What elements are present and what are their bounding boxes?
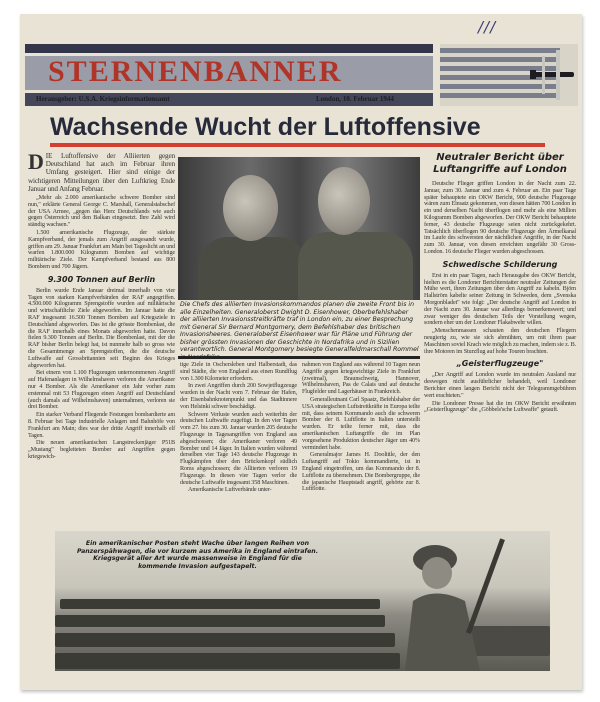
lead-text: IE Luftoffensive der Alliierten gegen Deutschland hat auch im Februar ihren Umfang gesteigert. Hier sind einige der wichtigeren Mitteilungen über den Luftkrieg Ende Januar und Anfang Februar. <box>28 152 175 193</box>
eisenhower-montgomery-photo <box>178 157 420 300</box>
paragraph: nahmen von England aus während 10 Tagen neun Angriffe gegen kriegswichtige Ziele in Frankfurt (zweimal), Braunschweig, Hannover, Wilhelmshaven, Pas de Calais und auf deutsche Flugfelder und Lagerhäuser in Frankreich. <box>302 361 420 396</box>
paragraph: Die neuen amerikanischen Langstreckenjäger P51B „Mustang" begleiteten Bomber auf Angriffen gegen kriegswich- <box>28 439 175 460</box>
masthead-band <box>25 44 433 53</box>
article-column-4 <box>424 152 576 415</box>
publisher: Herausgeber: U.S.A. Kriegsinformationsamt <box>36 95 170 103</box>
paragraph: Berlin wurde Ende Januar dreimal innerhalb von vier Tagen von starken Kampfverbänden der RAF angegriffen. 4.500.000 Kilogramm Sprengstoffe wurden auf militärische und wirtschaftliche Ziele abgeworfen. Im Januar hatte die RAF insgesamt 16.500 Tonnen Bomben auf Kriegsziele in Deutschland abgeworfen. Das ist die grösste Bombenlast, die die RAF innerhalb eines Monats abgeworfen hatte. Davon fielen 9.300 Tonnen auf Berlin. Die Bombenlast, mit der die RAF bisher Berlin belegt hat, ist nunmehr halb so gross wie die Gesamtmenge an Sprengstoffen, die die deutsche Luftwaffe auf Grossbritannien seit Beginn des Krieges abgeworfen hat. <box>28 286 175 369</box>
divider <box>178 356 420 359</box>
paragraph: „Menschenmassen schauten den deutschen Fliegern neugierig zu, wie sie sich abmühten, um mit ihren paar Maschinen soviel Krach wie möglich zu machen, indem sie z. B. ihre Motoren im Sturzflug auf hohe Touren brachten. <box>424 327 576 355</box>
article-column-2 <box>180 362 297 495</box>
paragraph: Schwere Verluste wurden auch weiterhin der deutschen Luftwaffe zugefügt. In den vier Tagen vom 27. bis zum 30. Januar wurden 205 deutsche Flugzeuge in Tagesangriffen von England aus abgeschossen; die Amerikaner verloren 49 Bomber und 14 Jäger. In Italien wurden während derselben vier Tage 143 deutsche Flugzeuge in Flugkämpfen über den Brückenkopf südlich Roms abgeschossen; die Alliierten verloren 19 Flugzeuge. In diesen vier Tagen verlor die deutsche Luftwaffe insgesamt 358 Maschinen. <box>180 410 297 486</box>
subheading: 9.300 Tonnen auf Berlin <box>47 274 156 284</box>
paragraph: „Mehr als 2.000 amerikanische schwere Bomber sind nun," erklärte General George C. Marshall, Generalstabschef der USA Armee, „gegen das Herz Deutschlands wie auch gegen Österreich und den Balkan eingesetzt. Ihre Zahl wird ständig wachsen." <box>28 194 175 229</box>
photo-caption: Ein amerikanischer Posten steht Wache über langen Reihen von Panzerspähwagen, die vor kurzem aus Amerika in England eintrafen. Kriegsgerät aller Art wurde massenweise in England für die kommende Invasion aufgestapelt. <box>76 540 319 570</box>
side-article-title: Neutraler Bericht über Luftangriffe auf London <box>433 152 567 175</box>
subheading: „Geisterflugzeuge" <box>456 359 544 369</box>
drop-cap: D <box>28 149 44 174</box>
paragraph: In zwei Angriffen durch 200 Sowjetflugzeuge wurden in der Nacht vom 7. Februar der Hafen, der Eisenbahnknotenpunkt und das Stadtinnere von Helsinki schwer beschädigt. <box>180 382 297 410</box>
subheading: Schwedische Schilderung <box>442 259 558 269</box>
headline: Wachsende Wucht der Luftoffensive <box>50 113 481 141</box>
paragraph: tige Ziele in Oschersleben und Halberstadt, das sind Städte, die von England aus einen Rundflug von 1.300 Kilometer erfordern. <box>180 361 297 382</box>
stripes-plane-logo <box>440 44 578 106</box>
bomber-plane-icon <box>528 48 576 102</box>
paragraph: Deutsche Flieger griffen London in der Nacht zum 22. Januar, zum 30. Januar und zum 4. Februar an. Ein paar Tage später behauptete ein OKW Bericht, 900 deutsche Flugzeuge wären zum Einsatz gekommen, von diesen hätten 700 London in ein und derselben Nacht überflogen und mehr als eine Million Kilogramm Bomben abgeworfen. Der OKW Bericht behauptete ferner, 43 deutsche Flugzeuge seien nicht zurückgekehrt. Tatsächlich überflogen 90 deutsche Flugzeuge den Ärmelkanal im Laufe des schwersten der nächtlichen Angriffe, in der Nacht zum 30. Januar, von diesen erreichten ungefähr 30 Gross-London. 16 deutsche Flieger wurden abgeschossen. <box>424 180 576 255</box>
paragraph: Generalleutnant Carl Spaatz, Befehlshaber der USA strategischen Luftstreitkräfte in Europa teilte mit, dass seinem Kommando auch die schweren Bomber der 8. Luftflotte in Italien unterstellt wurden. Er teilte ferner mit, dass die amerikanischen Luftangriffe die im Plan vorgesehene Produktion deutscher Jäger um 40% vermindert habe. <box>302 395 420 451</box>
archive-mark: /// <box>478 18 497 36</box>
red-rule <box>50 143 545 147</box>
paragraph: Erst in ein paar Tagen, nach Herausgabe des OKW Bericht, hielten es die Londoner Berichterstatter neutraler Zeitungen der Mühe wert, ihren Zeitungen über den Angriff zu kabeln. Björn Hallström kabelte seiner Zeitung in Schweden, dem „Svenska Morgonbladet" wie folgt: „Der deutsche Angriff auf London in der Nacht zum 30. Januar war allerdings bemerkenswert; und zwar weniger des deutschen Teils der Vorstellung wegen, sondern eher um der Londoner Flakabwehr willen. <box>424 271 576 327</box>
masthead-title: STERNENBANNER <box>48 55 343 88</box>
lead-paragraph <box>28 149 175 193</box>
paragraph: „Der Angriff auf London wurde im neutralen Ausland nur deswegen nicht ausführlicher behandelt, weil Londoner Berichter einen langen Bericht nicht der Telegrammgebühren wert erachteten." <box>424 371 576 399</box>
paragraph: Ein starker Verband Fliegende Festungen bombardierte am 8. Februar bei Tage industrielle Anlagen und Bahnhöfe von Frankfurt am Main; dies war der dritte Angriff innerhalb elf Tagen. <box>28 411 175 439</box>
dateline: London, 10. Februar 1944 <box>316 95 394 103</box>
paragraph: Amerikanische Luftverbände unter- <box>188 486 272 494</box>
article-column-1 <box>28 149 175 462</box>
paragraph: 1.500 amerikanische Flugzeuge, der stärkste Kampfverband, der jemals zum Angriff ausgesandt wurde, griffen am 29. Januar Frankfurt am Main bei Tageslicht an und warfen 1.800.000 Kilogramm Bomben auf wichtige militärische Ziele. Der Kampfverband bestand aus 800 Bombern und 700 Jägern. <box>28 229 175 270</box>
article-column-3 <box>302 362 420 494</box>
paragraph: Die Londoner Presse hat die im OKW Bericht erwähnten „Geisterflugzeuge" die „Göbbels'sche Luftwaffe" getauft. <box>424 399 576 414</box>
soldier-figure <box>395 531 505 671</box>
photo-caption: Die Chefs des alliierten Invasionskommandos planen die zweite Front bis in alle Einzelheiten. Generaloberst Dwight D. Eisenhower, Oberbefehlshaber der alliierten Invasionsstreitkräfte traf in London ein, zu einer Besprechung mit General Sir Bernard Montgomery, dem Befehlshaber des britischen Invasionsheeres. Generaloberst Eisenhower war für Pläne und Führung der bisher grössten Invasionen der Geschichte in Nordafrika und in Sizilien verantwortlich. General Montgomery besiegte Generalfeldmarschall Rommel <box>180 301 419 353</box>
paragraph: Bei einem von 1.100 Flugzeugen unternommenen Angriff auf Hafenanlagen in Wilhelmshaven verloren die Amerikaner nur 4 Bomber. Als die Amerikaner ein Jahr vorher zum erstenmal mit 53 Flugzeugen einen Angriff auf Deutschland (auch damals auf Wilhelmshaven) unternahmen, verloren sie drei Bomber. <box>28 369 175 411</box>
paragraph: Generalmajor James H. Doolittle, der den Luftangriff auf Tokio kommandierte, ist in England eingetroffen, um das Kommando der 8. Luftflotte zu übernehmen. Die Bombergruppe, die die japanische Hauptstadt angriff, gehörte zur 8. Luftflotte. <box>302 451 420 493</box>
